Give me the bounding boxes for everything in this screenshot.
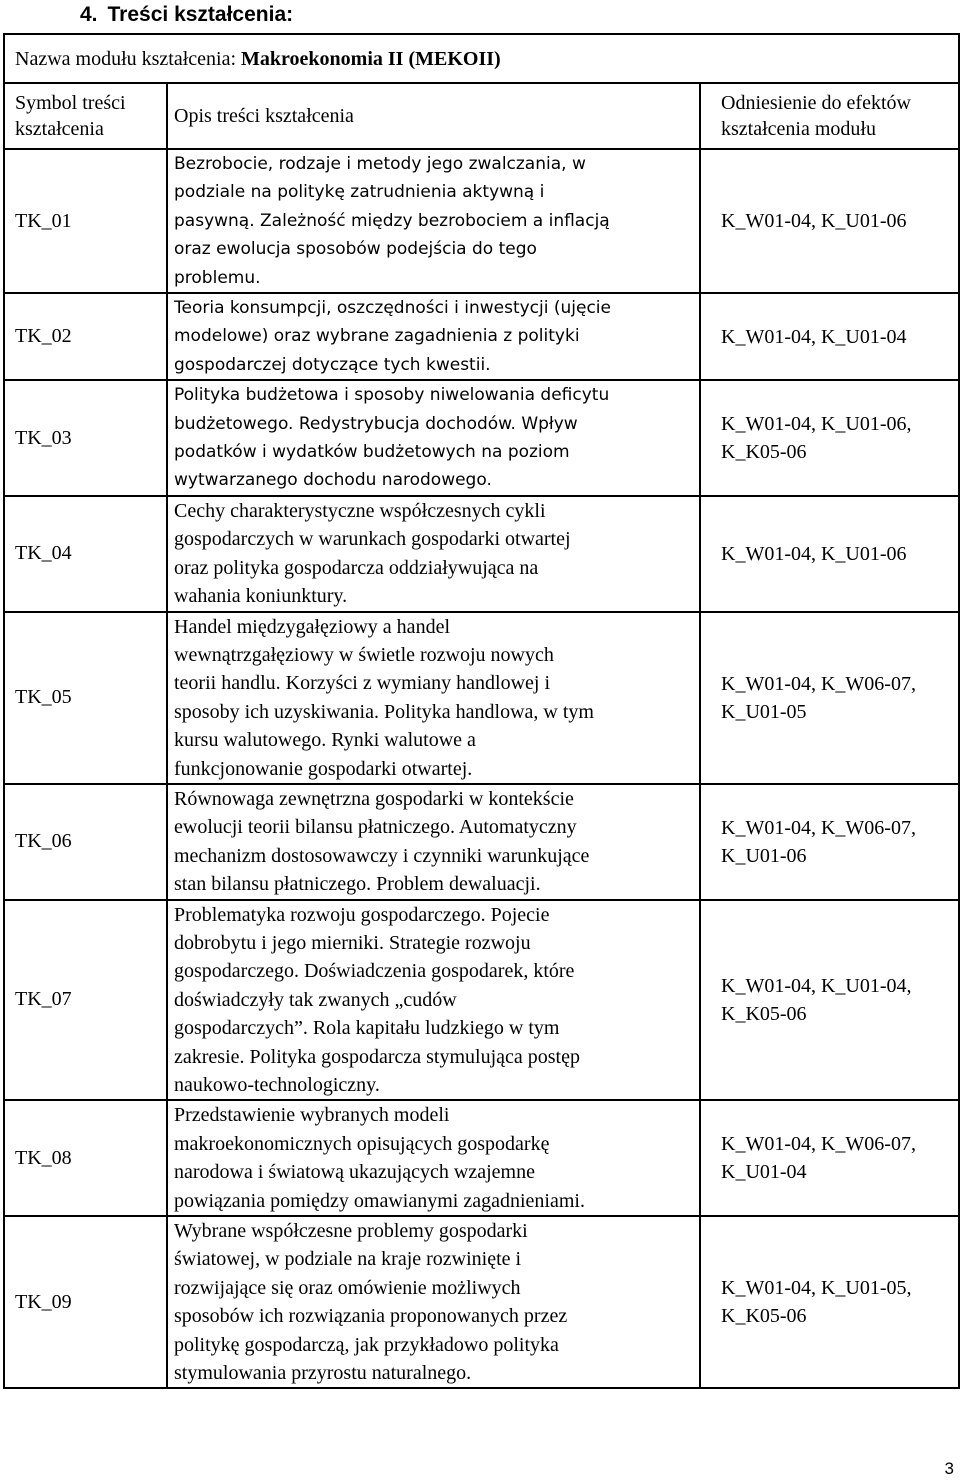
description-line: oraz ewolucja sposobów podejścia do tego: [174, 239, 537, 260]
content-symbol: TK_01: [4, 149, 167, 293]
content-description: [167, 1100, 700, 1216]
description-line: problemu.: [174, 267, 261, 288]
header-reference: Odniesienie do efektów kształcenia modułu: [700, 83, 959, 149]
description-line: teorii handlu. Korzyści z wymiany handlowej i: [174, 672, 551, 695]
description-line: oraz polityka gospodarcza oddziaływująca na: [174, 556, 539, 579]
description-line: gospodarczego. Doświadczenia gospodarek, które: [174, 960, 575, 983]
description-line: światowej, w podziale na kraje rozwinięte i: [174, 1248, 522, 1271]
content-symbol: TK_05: [4, 612, 167, 784]
description-line: Teoria konsumpcji, oszczędności i inwestycji (ujęcie: [174, 298, 611, 319]
content-description: [167, 1216, 700, 1388]
table-row: [4, 1100, 959, 1216]
content-reference: K_W01-04, K_W06-07, K_U01-05: [700, 612, 959, 784]
table-header-row: [4, 83, 959, 149]
description-line: wytwarzanego dochodu narodowego.: [174, 470, 492, 491]
content-symbol: TK_03: [4, 380, 167, 496]
table-row: [4, 612, 959, 784]
description-line: Równowaga zewnętrzna gospodarki w kontekście: [174, 787, 574, 810]
description-line: politykę gospodarczą, jak przykładowo polityka: [174, 1333, 559, 1356]
table-row: [4, 900, 959, 1101]
module-name-label: Nazwa modułu kształcenia:: [15, 47, 237, 70]
description-line: narodowa i światową ukazujących wzajemne: [174, 1161, 535, 1184]
description-line: naukowo-technologiczny.: [174, 1074, 380, 1096]
content-reference: K_W01-04, K_U01-06, K_K05-06: [700, 380, 959, 496]
header-description: Opis treści kształcenia: [167, 83, 700, 149]
table-row: [4, 293, 959, 380]
content-description: [167, 612, 700, 784]
description-line: stymulowania przyrostu naturalnego.: [174, 1362, 472, 1385]
module-name-cell: [4, 34, 959, 83]
content-reference: K_W01-04, K_U01-04, K_K05-06: [700, 900, 959, 1101]
description-line: Przedstawienie wybranych modeli: [174, 1104, 450, 1127]
description-line: mechanizm dostosowawczy i czynniki warunkujące: [174, 844, 590, 867]
content-reference: K_W01-04, K_W06-07, K_U01-06: [700, 784, 959, 900]
content-symbol: TK_04: [4, 496, 167, 612]
description-line: gospodarczej dotyczące tych kwestii.: [174, 354, 491, 375]
description-line: ewolucji teorii bilansu płatniczego. Automatyczny: [174, 816, 577, 839]
page-number: 3: [944, 1459, 954, 1478]
description-line: makroekonomicznych opisujących gospodarkę: [174, 1132, 550, 1155]
content-reference: K_W01-04, K_W06-07, K_U01-04: [700, 1100, 959, 1216]
table-row: [4, 149, 959, 293]
description-line: podatków i wydatków budżetowych na poziom: [174, 442, 570, 463]
content-description: [167, 496, 700, 612]
section-heading: [80, 0, 293, 30]
description-line: modelowe) oraz wybrane zagadnienia z polityki: [174, 326, 580, 347]
description-line: stan bilansu płatniczego. Problem dewaluacji.: [174, 873, 541, 896]
description-line: powiązania pomiędzy omawianymi zagadnieniami.: [174, 1189, 585, 1212]
description-line: Handel międzygałęziowy a handel: [174, 615, 450, 638]
content-table: [3, 33, 960, 1389]
content-description: [167, 784, 700, 900]
description-line: rozwijające się oraz omówienie możliwych: [174, 1276, 521, 1299]
description-line: wewnątrzgałęziowy w świetle rozwoju nowych: [174, 643, 554, 666]
description-line: doświadczyły tak zwanych „cudów: [174, 988, 457, 1011]
description-line: funkcjonowanie gospodarki otwartej.: [174, 757, 473, 780]
description-line: sposobów ich rozwiązania proponowanych przez: [174, 1305, 568, 1328]
description-line: Bezrobocie, rodzaje i metody jego zwalczania, w: [174, 154, 586, 174]
section-number: 4.: [80, 3, 98, 26]
module-name-row: [4, 34, 959, 83]
content-symbol: TK_06: [4, 784, 167, 900]
header-symbol: Symbol treści kształcenia: [4, 83, 167, 149]
description-line: dobrobytu i jego mierniki. Strategie rozwoju: [174, 931, 531, 954]
description-line: sposoby ich uzyskiwania. Polityka handlowa, w tym: [174, 700, 594, 723]
table-row: [4, 1216, 959, 1388]
description-line: gospodarczych w warunkach gospodarki otwartej: [174, 528, 571, 551]
description-line: Wybrane współczesne problemy gospodarki: [174, 1220, 528, 1243]
content-reference: K_W01-04, K_U01-04: [700, 293, 959, 380]
description-line: zakresie. Polityka gospodarcza stymulująca postęp: [174, 1045, 580, 1068]
description-line: Problematyka rozwoju gospodarczego. Pojecie: [174, 903, 550, 926]
content-symbol: TK_07: [4, 900, 167, 1101]
content-symbol: TK_09: [4, 1216, 167, 1388]
content-description: [167, 149, 700, 293]
table-row: [4, 784, 959, 900]
content-description: [167, 380, 700, 496]
section-title: Treści kształcenia:: [107, 3, 294, 26]
description-line: kursu walutowego. Rynki walutowe a: [174, 729, 476, 752]
content-symbol: TK_02: [4, 293, 167, 380]
description-line: budżetowego. Redystrybucja dochodów. Wpływ: [174, 413, 578, 434]
description-line: podziale na politykę zatrudnienia aktywną i: [174, 182, 545, 203]
module-name-value: Makroekonomia II (MEKOII): [241, 47, 501, 70]
description-line: gospodarczych”. Rola kapitału ludzkiego w tym: [174, 1017, 560, 1040]
table-row: [4, 380, 959, 496]
description-line: pasywną. Zależność między bezrobociem a inflacją: [174, 210, 610, 231]
content-description: [167, 293, 700, 380]
content-reference: K_W01-04, K_U01-06: [700, 149, 959, 293]
table-row: [4, 496, 959, 612]
content-reference: K_W01-04, K_U01-05, K_K05-06: [700, 1216, 959, 1388]
content-reference: K_W01-04, K_U01-06: [700, 496, 959, 612]
description-line: Polityka budżetowa i sposoby niwelowania deficytu: [174, 385, 610, 406]
content-symbol: TK_08: [4, 1100, 167, 1216]
content-description: [167, 900, 700, 1101]
description-line: Cechy charakterystyczne współczesnych cykli: [174, 499, 546, 522]
description-line: wahania koniunktury.: [174, 585, 348, 608]
